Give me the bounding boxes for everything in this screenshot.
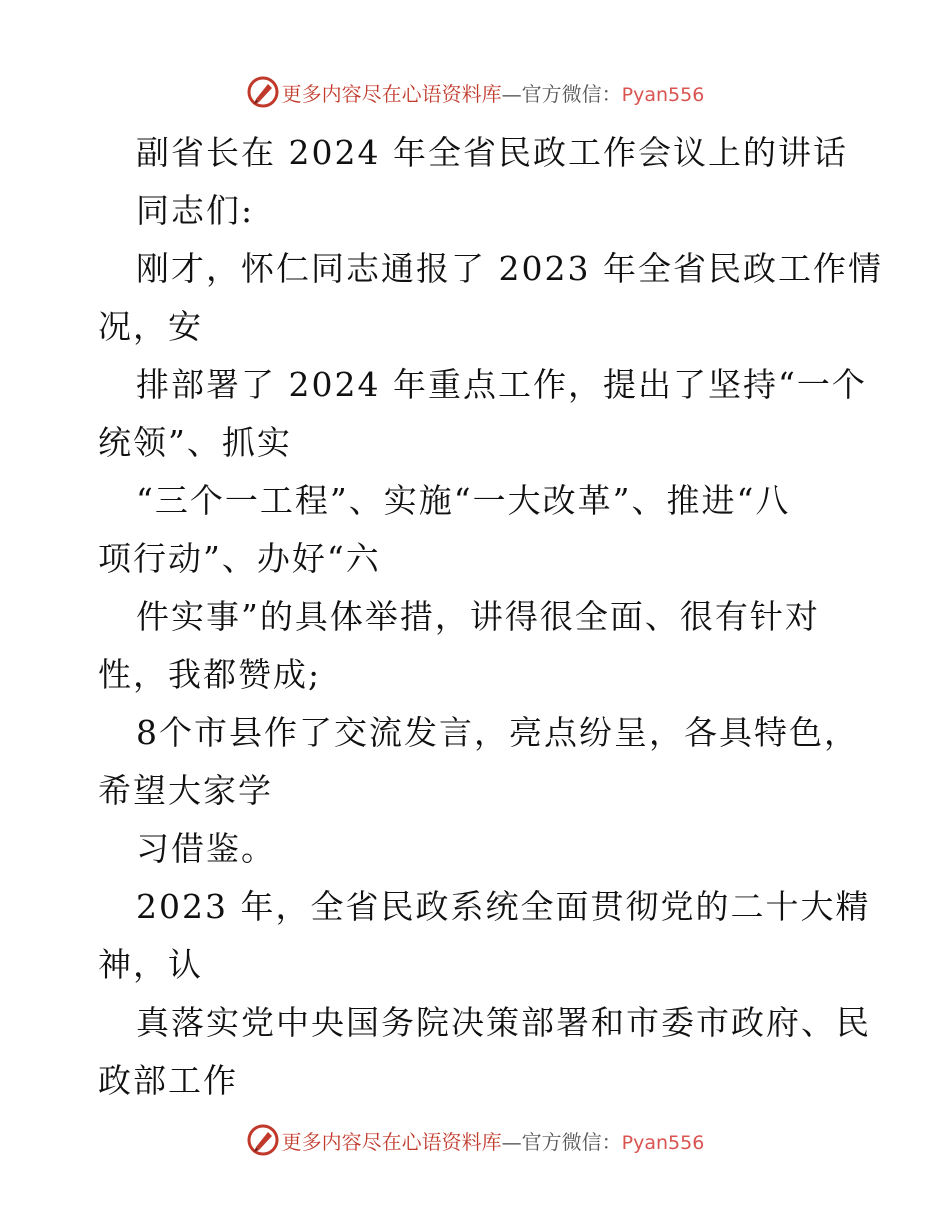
paragraph-line: 统领”、抓实 bbox=[98, 423, 292, 462]
banner-dash: — bbox=[501, 1129, 522, 1154]
paragraph-line: 况，安 bbox=[98, 307, 203, 346]
paragraph-line: “三个一工程”、实施“一大改革”、推进“八 bbox=[136, 481, 791, 520]
banner-main-text: 更多内容尽在心语资料库 bbox=[281, 81, 502, 106]
paragraph-line: 8个市县作了交流发言，亮点纷呈，各具特色， bbox=[136, 713, 859, 752]
paragraph-line: 神，认 bbox=[98, 945, 203, 984]
footer-banner bbox=[0, 1120, 950, 1160]
doc-title: 副省长在 2024 年全省民政工作会议上的讲话 bbox=[136, 133, 848, 172]
banner-wechat-label: 官方微信： bbox=[521, 1129, 622, 1154]
salutation: 同志们: bbox=[136, 191, 255, 230]
paragraph-line: 希望大家学 bbox=[98, 771, 273, 810]
banner-text bbox=[282, 78, 705, 107]
paragraph-line: 2023 年，全省民政系统全面贯彻党的二十大精 bbox=[136, 887, 871, 926]
paragraph-line: 刚才，怀仁同志通报了 2023 年全省民政工作情 bbox=[136, 249, 883, 288]
paragraph-line: 政部工作 bbox=[98, 1061, 238, 1100]
paragraph-line: 性，我都赞成; bbox=[98, 655, 322, 694]
pen-nib-logo-icon bbox=[246, 1123, 280, 1157]
paragraph-line: 真落实党中央国务院决策部署和市委市政府、民 bbox=[136, 1003, 871, 1042]
pen-nib-logo-icon bbox=[246, 75, 280, 109]
banner-dash: — bbox=[501, 81, 522, 106]
paragraph-line: 件实事”的具体举措，讲得很全面、很有针对 bbox=[136, 597, 820, 636]
document-body bbox=[98, 124, 883, 1110]
banner-main-text: 更多内容尽在心语资料库 bbox=[281, 1129, 502, 1154]
header-banner bbox=[0, 72, 950, 112]
paragraph-line: 排部署了 2024 年重点工作，提出了坚持“一个 bbox=[136, 365, 867, 404]
paragraph-line: 项行动”、办好“六 bbox=[98, 539, 381, 578]
banner-text bbox=[282, 1126, 705, 1155]
banner-wechat-id: Pyan556 bbox=[621, 83, 705, 106]
banner-wechat-label: 官方微信： bbox=[521, 81, 622, 106]
banner-wechat-id: Pyan556 bbox=[621, 1131, 705, 1154]
paragraph-line: 习借鉴。 bbox=[136, 829, 276, 868]
